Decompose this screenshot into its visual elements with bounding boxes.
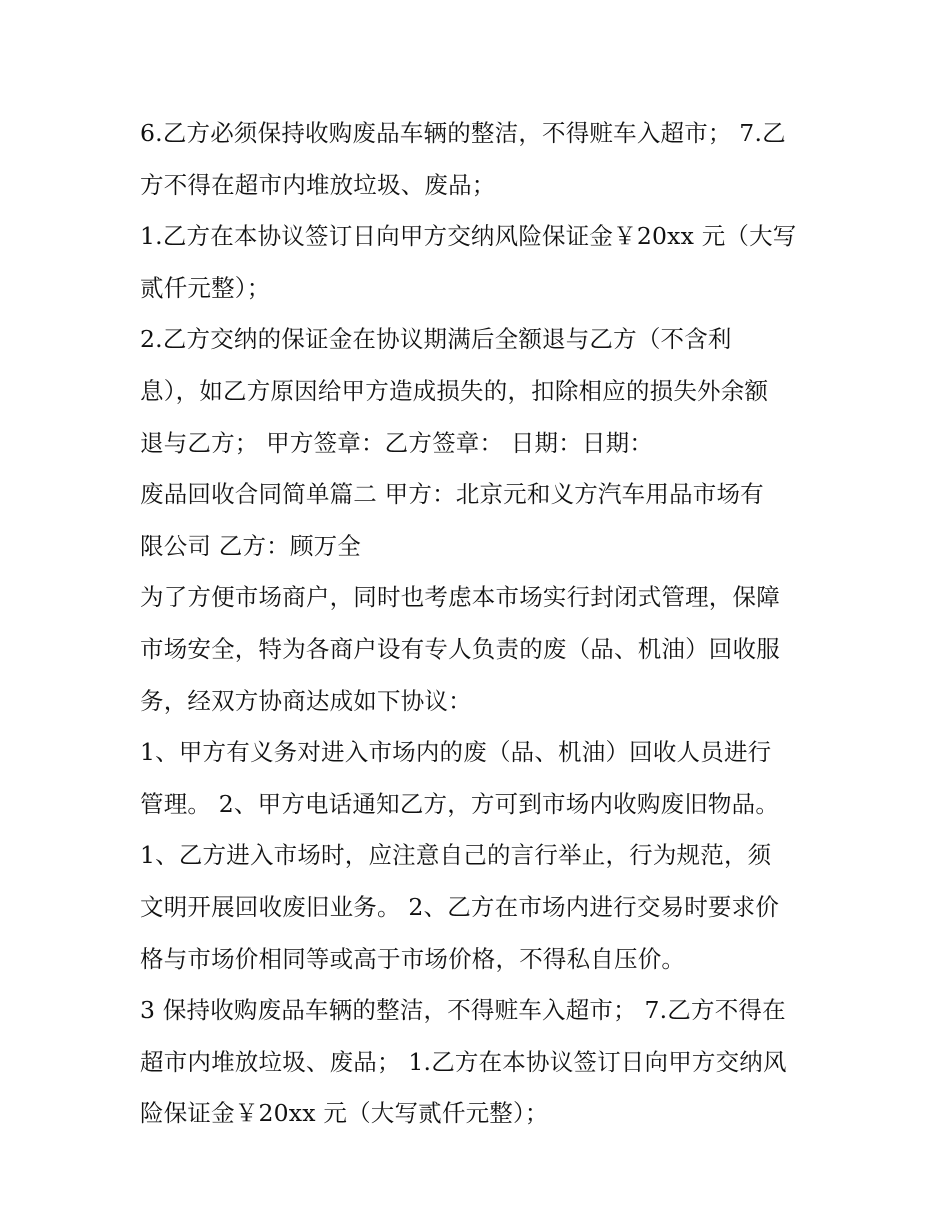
text-line: 限公司 乙方：顾万全 bbox=[140, 531, 361, 560]
text-line: 务，经双方协商达成如下协议： bbox=[140, 686, 472, 715]
text-line: 1.乙方在本协议签订日向甲方交纳风险保证金￥20xx 元（大写 bbox=[140, 222, 797, 251]
text-line: 3 保持收购废品车辆的整洁，不得赃车入超市； 7.乙方不得在 bbox=[140, 996, 786, 1025]
text-line: 格与市场价相同等或高于市场价格，不得私自压价。 bbox=[140, 944, 686, 973]
text-line: 1、甲方有义务对进入市场内的废（品、机油）回收人员进行 bbox=[140, 738, 772, 767]
text-line: 管理。 2、甲方电话通知乙方，方可到市场内收购废旧物品。 bbox=[140, 789, 780, 818]
document-body bbox=[140, 108, 820, 1140]
text-line: 为了方便市场商户，同时也考虑本市场实行封闭式管理，保障 bbox=[140, 583, 780, 612]
text-line: 方不得在超市内堆放垃圾、废品； bbox=[140, 170, 496, 199]
text-line: 超市内堆放垃圾、废品； 1.乙方在本协议签订日向甲方交纳风 bbox=[140, 1047, 787, 1076]
text-line: 险保证金￥20xx 元（大写贰仟元整）； bbox=[140, 1099, 549, 1128]
text-line: 6.乙方必须保持收购废品车辆的整洁，不得赃车入超市； 7.乙 bbox=[140, 119, 786, 147]
text-line: 文明开展回收废旧业务。 2、乙方在市场内进行交易时要求价 bbox=[140, 892, 780, 921]
text-line: 息），如乙方原因给甲方造成损失的，扣除相应的损失外余额 bbox=[140, 376, 769, 405]
text-line: 1、乙方进入市场时，应注意自己的言行举止，行为规范，须 bbox=[140, 841, 772, 870]
text-line: 贰仟元整）； bbox=[140, 273, 271, 302]
text-line: 废品回收合同简单篇二 甲方：北京元和义方汽车用品市场有 bbox=[140, 480, 764, 509]
text-line: 2.乙方交纳的保证金在协议期满后全额退与乙方（不含利 bbox=[140, 325, 732, 354]
text-line: 市场安全，特为各商户设有专人负责的废（品、机油）回收服 bbox=[140, 634, 780, 663]
text-line: 退与乙方； 甲方签章：乙方签章： 日期：日期： bbox=[140, 428, 654, 457]
